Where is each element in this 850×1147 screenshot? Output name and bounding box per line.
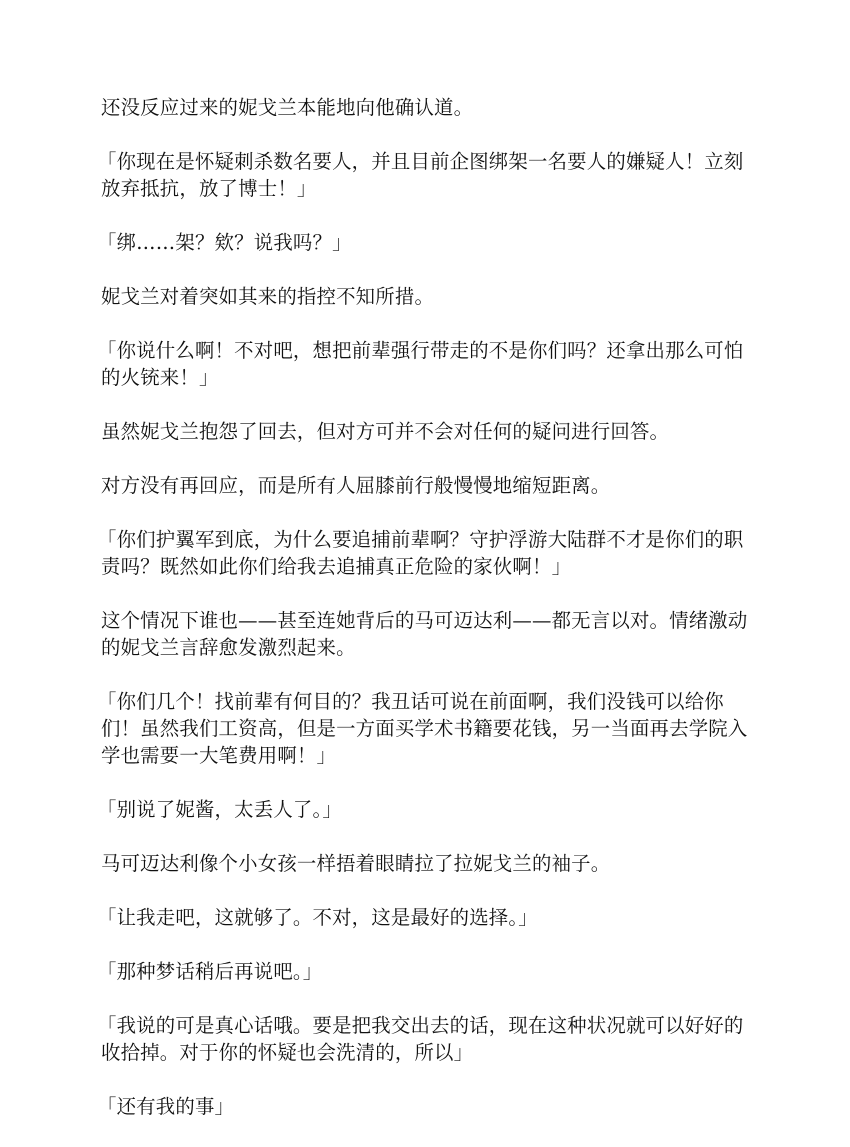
paragraph-narration: 马可迈达利像个小女孩一样捂着眼睛拉了拉妮戈兰的袖子。	[101, 852, 611, 875]
paragraph-narration: 虽然妮戈兰抱怨了回去，但对方可并不会对任何的疑问进行回答。	[101, 420, 670, 443]
paragraph-dialogue: 「你们几个！找前辈有何目的？我丑话可说在前面啊，我们没钱可以给你们！虽然我们工资高，但是一方面买学术书籍要花钱，另一当面再去学院入学也需要一大笔费用啊！」	[97, 690, 748, 767]
paragraph-narration: 这个情况下谁也——甚至连她背后的马可迈达利——都无言以对。情绪激动的妮戈兰言辞愈发激烈起来。	[101, 609, 748, 659]
paragraph-dialogue: 「绑……架？欸？说我吗？」	[97, 231, 352, 254]
document-page	[97, 94, 751, 1147]
paragraph-narration: 还没反应过来的妮戈兰本能地向他确认道。	[101, 96, 474, 119]
paragraph-dialogue: 「你说什么啊！不对吧，想把前辈强行带走的不是你们吗？还拿出那么可怕的火铳来！」	[97, 339, 744, 389]
paragraph-narration: 妮戈兰对着突如其来的指控不知所措。	[101, 285, 435, 308]
paragraph-dialogue: 「别说了妮酱，太丢人了。」	[97, 798, 342, 821]
paragraph-dialogue: 「让我走吧，这就够了。不对，这是最好的选择。」	[97, 906, 538, 929]
paragraph-dialogue: 「还有我的事」	[97, 1095, 235, 1118]
paragraph-dialogue: 「那种梦话稍后再说吧。」	[97, 960, 323, 983]
paragraph-dialogue: 「你们护翼军到底，为什么要追捕前辈啊？守护浮游大陆群不才是你们的职责吗？既然如此你们给我去追捕真正危险的家伙啊！」	[97, 528, 744, 578]
paragraph-narration: 对方没有再回应，而是所有人屈膝前行般慢慢地缩短距离。	[101, 474, 611, 497]
paragraph-dialogue: 「我说的可是真心话哦。要是把我交出去的话，现在这种状况就可以好好的收拾掉。对于你的怀疑也会洗清的，所以」	[97, 1014, 744, 1064]
paragraph-dialogue: 「你现在是怀疑刺杀数名要人，并且目前企图绑架一名要人的嫌疑人！立刻放弃抵抗，放了博士！」	[97, 150, 744, 200]
